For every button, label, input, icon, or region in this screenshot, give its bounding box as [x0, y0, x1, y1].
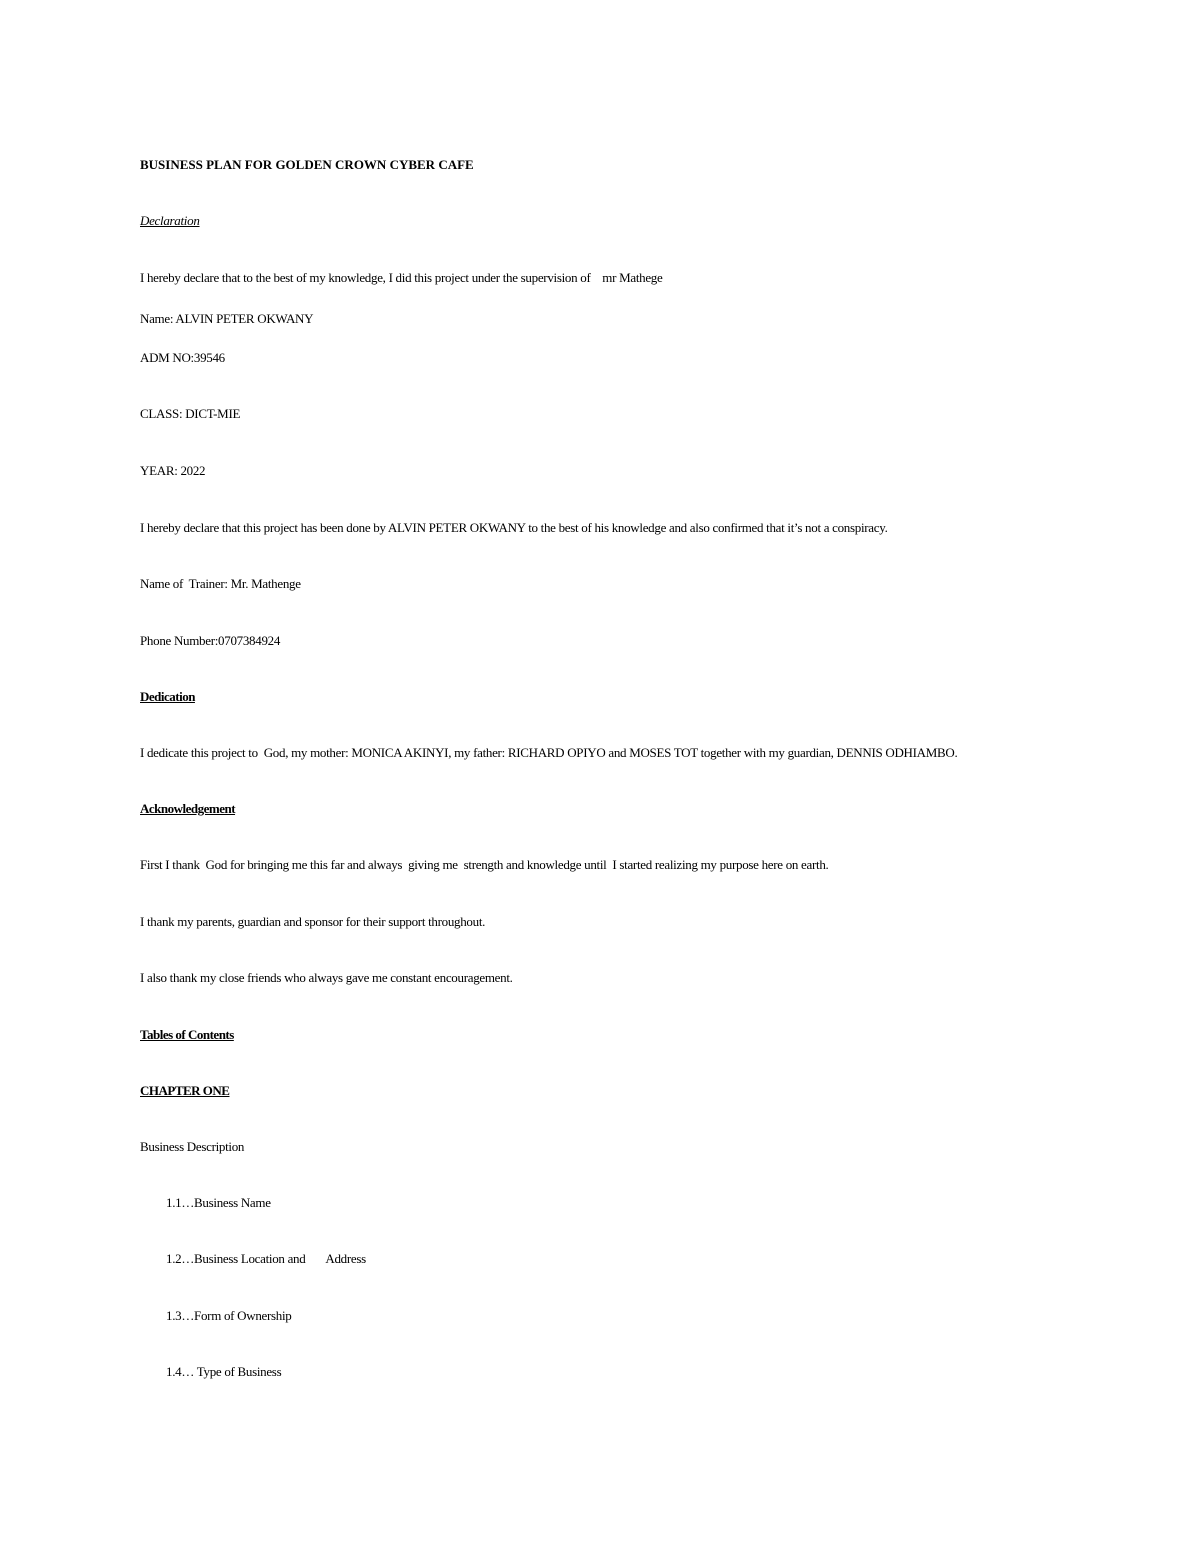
toc-section: Business Description [140, 1139, 245, 1154]
document-title: BUSINESS PLAN FOR GOLDEN CROWN CYBER CAFE [140, 157, 474, 172]
acknowledgement-paragraph: First I thank God for bringing me this far and always giving me strength and knowledge until I started realizing my purpose here on earth. [140, 857, 829, 872]
acknowledgement-heading: Acknowledgement [140, 801, 236, 816]
acknowledgement-paragraph: I also thank my close friends who always gave me constant encouragement. [140, 970, 513, 985]
toc-item: 1.3…Form of Ownership [166, 1308, 292, 1323]
declaration-statement: I hereby declare that to the best of my knowledge, I did this project under the supervision of mr Mathege [140, 270, 663, 285]
declaration-heading: Declaration [140, 213, 200, 228]
dedication-heading: Dedication [140, 689, 195, 704]
trainer-name: Name of Trainer: Mr. Mathenge [140, 576, 301, 591]
acknowledgement-paragraph: I thank my parents, guardian and sponsor for their support throughout. [140, 914, 486, 929]
phone-number: Phone Number:0707384924 [140, 633, 281, 648]
adm-number: ADM NO:39546 [140, 350, 225, 365]
dedication-text: I dedicate this project to God, my mother: MONICA AKINYI, my father: RICHARD OPIYO and MOSES TOT together with my guardian, DENNIS ODHIAMBO. [140, 745, 958, 760]
chapter-heading: CHAPTER ONE [140, 1083, 230, 1098]
toc-heading: Tables of Contents [140, 1027, 234, 1042]
toc-item: 1.1…Business Name [166, 1195, 271, 1210]
toc-item: 1.4… Type of Business [166, 1364, 282, 1379]
year-info: YEAR: 2022 [140, 463, 206, 478]
toc-item: 1.2…Business Location and Address [166, 1251, 366, 1266]
trainer-statement: I hereby declare that this project has been done by ALVIN PETER OKWANY to the best of his knowledge and also confirmed that it’s not a conspiracy. [140, 520, 888, 535]
student-name: Name: ALVIN PETER OKWANY [140, 311, 314, 326]
class-info: CLASS: DICT-MIE [140, 406, 241, 421]
